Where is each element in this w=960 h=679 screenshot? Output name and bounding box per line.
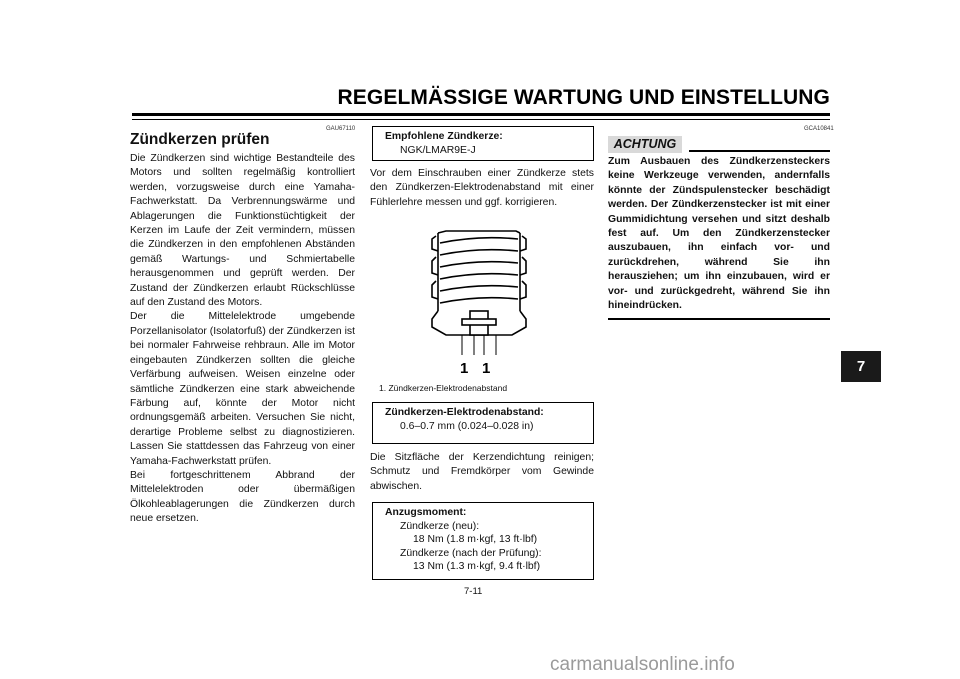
header-rule-thin (132, 119, 830, 120)
torque-line-1: Zündkerze (neu): (400, 520, 480, 532)
middle-text: Vor dem Einschrauben einer Zündkerze stets den Zündkerzen-Elektrodenabstand mit einer Fühlerlehre messen und ggf. korrigieren. (370, 168, 594, 208)
diagram-callout-2: 1 (482, 360, 491, 377)
diagram-callout-1: 1 (460, 360, 469, 377)
header-rule (132, 113, 830, 116)
gap-spec-value: 0.6–0.7 mm (0.024–0.028 in) (400, 420, 534, 432)
caution-rule (689, 150, 830, 152)
caution-end-rule (608, 318, 830, 320)
left-column (130, 152, 355, 527)
section-code: GAU67110 (326, 126, 356, 132)
diagram-caption: 1. Zündkerzen-Elektrodenabstand (379, 383, 508, 393)
paragraph-3: Bei fortgeschrittenem Abbrand der Mittelelektroden oder übermäßigen Ölkohleablagerungen die Zündkerzen durch neue ersetzen. (130, 469, 355, 525)
page-number: 7-11 (464, 586, 483, 597)
spark-plug-spec-title: Empfohlene Zündkerze: (385, 131, 503, 142)
paragraph-2: Der die Mittelelektrode umgebende Porzellanisolator (Isolatorfuß) der Zündkerzen ist bei normaler Fahrweise rehbraun. Alle im Motor eingebauten Zündkerzen sollten die gleiche Verfärbung aufweisen. Weisen einzelne oder sämtliche Zündkerzen eine stark abweichende Färbung auf, könnte der Motor nicht ordnungsgemäß arbeiten. Versuchen Sie nicht, derartige Probleme selbst zu diagnostizieren. Lassen Sie stattdessen das Fahrzeug von einer Yamaha-Fachwerkstatt prüfen. (130, 311, 355, 467)
torque-line-2: 18 Nm (1.8 m·kgf, 13 ft·lbf) (413, 534, 538, 545)
torque-spec-title: Anzugsmoment: (385, 507, 467, 518)
page-header-title: REGELMÄSSIGE WARTUNG UND EINSTELLUNG (337, 86, 830, 109)
gap-spec-box (372, 402, 594, 444)
caution-code: GCA10841 (804, 126, 834, 132)
middle-text-2: Die Sitzfläche der Kerzendichtung reinigen; Schmutz und Fremdkörper vom Gewinde abwischen. (370, 452, 594, 492)
section-heading: Zündkerzen prüfen (130, 131, 270, 148)
spark-plug-diagram (420, 227, 540, 377)
watermark: carmanualsonline.info (550, 654, 735, 675)
caution-text: Zum Ausbauen des Zündkerzensteckers keine Werkzeuge verwenden, andernfalls könnte der Zündspulenstecker beschädigt werden. Der Zündkerzenstecker ist mit einer Gummidichtung versehen und sitzt deshalb fest auf. Um den Zündkerzenstecker auszubauen, ihn einfach vor- und zurückdrehen, während Sie ihn herausziehen; um ihn einzubauen, wird er vor- und zurückgedreht, während Sie ihn hineindrücken. (608, 156, 830, 312)
torque-line-4: 13 Nm (1.3 m·kgf, 9.4 ft·lbf) (413, 561, 541, 572)
paragraph-1: Die Zündkerzen sind wichtige Bestandteile des Motors und sollten regelmäßig kontrolliert werden, vorzugsweise durch eine Yamaha-Fachwerkstatt. Da Verbrennungswärme und Ablagerungen die Funktionstüchtigkeit der Kerzen im Laufe der Zeit vermindern, müssen die Zündkerzen in den empfohlenen Abständen gemäß Wartungs- und Schmiertabelle herausgenommen und geprüft werden. Der Zustand der Zündkerzen erlaubt Rückschlüsse auf den Zustand des Motors. (130, 153, 355, 309)
torque-spec-box (372, 502, 594, 580)
gap-spec-title: Zündkerzen-Elektrodenabstand: (385, 407, 544, 418)
spark-plug-spec-box (372, 126, 594, 161)
chapter-tab: 7 (841, 351, 881, 382)
spark-plug-spec-value: NGK/LMAR9E-J (400, 144, 476, 156)
torque-line-3: Zündkerze (nach der Prüfung): (400, 547, 542, 559)
caution-label: ACHTUNG (608, 136, 682, 153)
